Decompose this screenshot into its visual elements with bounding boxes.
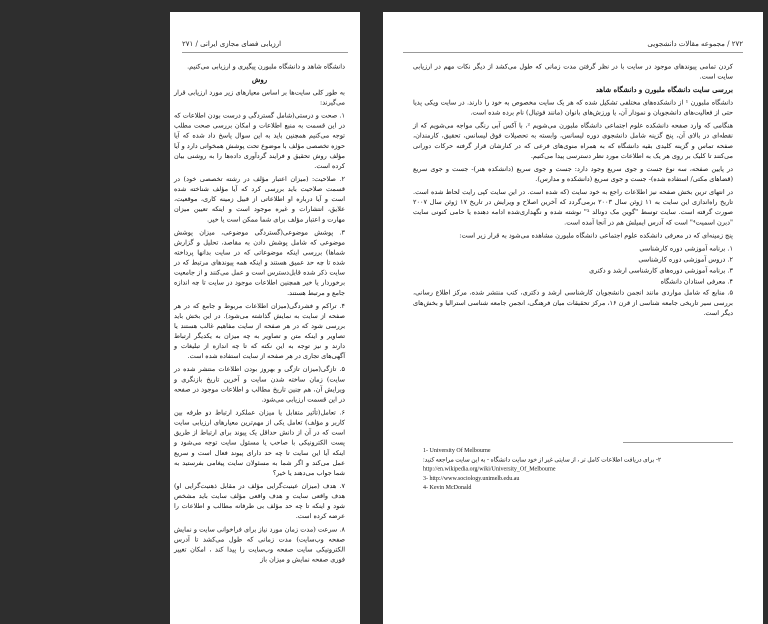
- list-item: ۲. دروس آموزشی دوره کارشناسی: [638, 255, 733, 264]
- section-heading: بررسی سایت دانشگاه ملبورن و دانشگاه شاهد: [595, 86, 733, 95]
- footnote-link[interactable]: http://en.wikipedia.org/wiki/University_Of_Melbourne: [423, 465, 556, 473]
- header-rule: [182, 52, 348, 53]
- body-paragraph: پنج زمینه‌ای که در معرفی دانشکده علوم اجتماعی دانشگاه ملبورن مشاهده می‌شود به قرار زیر است:: [459, 231, 733, 240]
- criterion-paragraph: ۸. سرعت (مدت زمان مورد نیاز برای فراخوانی سایت و نمایش صفحه وب‌سایت) مدت زمانی که طول می‌کشد تا آدرس الکترونیکی سایت صفحه وب‌سایت را پیدا کند ، امکان تغییر فوری صفحه نمایش و میزان باز: [174, 525, 345, 564]
- running-header: ارزیابی فضای مجازی ایرانی / ۲۷۱: [182, 40, 282, 48]
- body-paragraph: دانشگاه ملبورن ¹ از دانشکده‌های مختلفی تشکیل شده که هر یک سایت مخصوص به خود را دارند. در سایت ویکی پدیا حتی از فعالیت‌های دانشجویان و نمودار آن، یا ورزش‌های بانوان (مانند فوتبال) نام برده شده است.: [413, 98, 733, 117]
- footnote: 1- University Of Melbourne: [423, 446, 491, 454]
- method-intro: به طور کلی سایت‌ها بر اساس معیارهای زیر مورد ارزیابی قرار می‌گیرند:: [174, 88, 345, 107]
- header-rule: [403, 52, 743, 53]
- criterion-paragraph: ۵. تازگی(میزان تازگی و بهروز بودن اطلاعات منتشر شده در سایت) زمان ساخته شدن سایت و آخرین تاریخ بازنگری و ویرایش آن، هم چنین تاریخ مطالب و اطلاعات موجود در صفحه در این قسمت ارزیابی می‌شود.: [174, 365, 345, 404]
- numbered-list: [413, 244, 733, 287]
- running-header: ۲۷۲ / مجموعه مقالات دانشجویی: [647, 40, 743, 48]
- page-272: [383, 12, 763, 624]
- body-paragraph: هنگامی که وارد صفحه دانشکده علوم اجتماعی دانشگاه ملبورن می‌شویم ²، با آکس آبی رنگی مواجه می‌شویم که از نقطه‌ای در بالای آن، پنج گزینه شامل دانشجوی دوره لیسانس، وابسته به تحصیلات فوق لیسانس، تحقیق، کارمندان، صفحه تماس و گزینه کلیدی بقیه دانشگاه که به همراه منوی‌های فرعی که در کنارشان قرار گرفته حرکات دورانی می‌کنند تا کلیک بر روی هر یک به اطلاعات مورد نظر دسترسی پیدا می‌کنیم.: [413, 122, 733, 160]
- footnote: 4- Kevin McDonald: [423, 483, 472, 491]
- body-paragraph: ۵. منابع که شامل مواردی مانند انجمن دانشجویان کارشناسی ارشد و دکتری، کتب منتشر شده، مرکز اطلاع رسانی، بررسی سیر تاریخی جامعه شناسی از قرن ۱۶، مرکز تحقیقات میان فرهنگی، انجمن جامعه شناسی استرالیا و بخش‌های دیگر است.: [413, 289, 733, 317]
- page-body: [413, 62, 733, 321]
- criterion-paragraph: ۲. صلاحیت: (میزان اعتبار مؤلف در رشته تخصصی خود) در قسمت صلاحیت باید بررسی کرد که آیا مؤلف شناخته شده است و آیا درباره او اطلاعاتی از قبیل زمینه کاری، موقعیت، علایق، انتشارات و غیره موجود است و اینکه تعیین میزان مهارت و اعتبار مؤلف برای شما ممکن است یا خیر.: [174, 175, 345, 224]
- list-item: ۳. برنامه آموزشی دوره‌های کارشناسی ارشد و دکتری: [589, 267, 733, 275]
- criterion-paragraph: ۴. تراکم و فشردگی(میزان اطلاعات مربوط و جامع که در هر صفحه از سایت به نمایش گذاشته می‌شود). در این بخش باید بررسی شود که در هر صفحه از سایت مفاهیم غالب هستند یا تصاویر و اینکه متن و تصاویر به چه میزان به یکدیگر ارتباط دارند و نیز توجه به این نکته که تا چه اندازه از تبلیغات و آگهی‌های تجاری در هر صفحه از سایت استفاده شده است.: [174, 302, 345, 361]
- intro-paragraph: کردن تمامی پیوندهای موجود در سایت با در نظر گرفتن مدت زمانی که طول می‌کشد از دیگر نکات مهم در ارزیابی سایت است.: [413, 63, 733, 81]
- footnote-rule: [623, 442, 733, 443]
- page-271: [170, 12, 360, 624]
- criterion-paragraph: ۳. پوشش موضوعی(گستردگی موضوعی، میزان پوشش موضوعی که شامل پوشش دادن به مقاصد، تحلیل و گزارش شماها) بررسی اینکه موضوعاتی که در سایت بدانها پرداخته شده تا چه حد عمیق هستند و اینکه همه پیوندهای مرتبط که در سایت ذکر شده قابل‌دسترس است و عمل می‌کنند و از جامعیت برخوردار یا خیر همچنین اطلاعات موجود در سایت تا چه اندازه جامع و مرتبط هستند.: [174, 228, 345, 297]
- method-heading: روش: [251, 76, 268, 85]
- footnotes: [423, 442, 733, 492]
- body-paragraph: در انتهای ترین بخش صفحه نیز اطلاعات راجع به خود سایت (که شده است. در این سایت کپی رایت لحاظ شده است. تاریخ راه‌اندازی این سایت به ۱۱ ژوئن سال ۲۰۰۳ برمی‌گردد که آخرین اصلاح و ویرایش در تاریخ ۱۷ ژوئن سال ۲۰۰۷ صورت گرفته است. سایت توسط "گوین مک دونالد ³" نوشته شده و نگهداری‌شده ادامه دهنده یا حامی کنونی سایت "دبرن اسمیت⁴" است که آدرس ایمیلش هم در آنجا آمده است.: [413, 188, 733, 227]
- criterion-paragraph: ۷. هدف (میزان عینیت‌گرایی مؤلف در مقابل ذهنیت‌گرایی او) هدف واقعی سایت و هدف واقعی مؤلف سایت باید مشخص شود و اینکه تا چه حد مؤلف بی طرفانه مطالب و اطلاعات را عرضه کرده است.: [174, 482, 345, 521]
- footnote-link[interactable]: 3- http://www.sociology.unimelb.edu.au: [423, 474, 520, 482]
- intro-paragraph: دانشگاه شاهد و دانشگاه ملبورن پیگیری و ارزیابی می‌کنیم.: [187, 63, 345, 71]
- page-body: [174, 62, 345, 568]
- footnote: ۲- برای دریافت اطلاعات کامل تر ، از سایتی غیر از خود سایت دانشگاه - به این سایت مراجعه کنید:: [423, 455, 662, 463]
- criterion-paragraph: ۶. تعامل(تأثیر متقابل یا میزان عملکرد ارتباط دو طرفه بین کاربر و مؤلف) تعامل یکی از مهم‌ترین معیارهای ارزیابی سایت است که در آن از دانش حداقل یک پیوند برای ارتباط از طریق پست الکترونیکی با صاحب یا مسئول سایت توجه می‌شود و اینکه آیا این سایت تا چه حد دارای پیوند فعال است و سریع عمل می‌کند و اگر شما به مسئولان سایت پیغامی بفرستید به شما جواب می‌دهند یا خیر؟: [174, 409, 345, 477]
- list-item: ۱. برنامه آموزشی دوره کارشناسی: [639, 244, 733, 253]
- criterion-paragraph: ۱. صحت و درستی(شامل گستردگی و درست بودن اطلاعات که در این قسمت به منبع اطلاعات و امکان بررسی صحت مطلب توجه می‌کنیم همچنین باید به این سوال پاسخ داد شده که آیا حوزه تخصصی مؤلف با موضوع تحت پوشش همخوانی دارد و آیا مؤلف روش تحقیق و فرایند گردآوری داده‌ها را به روشنی بیان کرده است.: [174, 112, 345, 170]
- list-item: ۴. معرفی استادان دانشگاه: [660, 278, 733, 286]
- body-paragraph: در پایین صفحه، سه نوع جست و جوی سریع وجود دارد: جست و جوی سریع (دانشکده هنر)- جست و جوی سریع (قضاهای مکتی/ استفاده شده)- جست و جوی سریع (دانشکده و مدارس).: [413, 165, 733, 183]
